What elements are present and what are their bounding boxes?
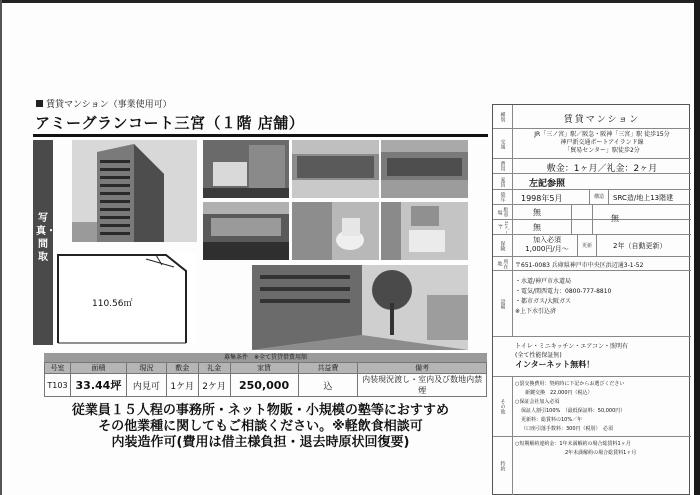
- info-label: 更新: [577, 235, 597, 257]
- column-header: 備考: [358, 363, 487, 374]
- info-label: 駐車場: [493, 205, 513, 219]
- property-title: アミーグランコート三宮（１階 店舗）: [35, 114, 305, 132]
- conditions-header-row: [45, 363, 487, 374]
- recommendation-line: その他業種に関してもご相談ください。※軽飲食相談可: [98, 419, 423, 434]
- category-text: 賃貸マンション（事業使用可）: [46, 100, 172, 110]
- info-row-traffic: [493, 129, 691, 159]
- utility-line: ・電気/関西電力：0800-777-8810: [515, 288, 612, 295]
- utility-line: ・都市ガス/大阪ガス: [515, 298, 572, 305]
- elevator-value: 無: [533, 223, 541, 232]
- traffic-line: 神戸新交通ポートアイランド線: [560, 139, 644, 146]
- column-header: 敷金: [166, 363, 198, 374]
- facility-line: トイレ・ミニキッチン・エアコン・照明有: [515, 343, 628, 350]
- info-label: 費用: [493, 159, 513, 173]
- deposit-value: 1ケ月: [166, 374, 198, 397]
- other-line: ○保証会社加入必須: [515, 399, 560, 405]
- conditions-header: 募集条件 ※全て賃貸借費用額: [44, 353, 487, 362]
- info-label: 築年: [493, 190, 513, 204]
- info-label: [571, 205, 593, 235]
- scan-edge: [0, 0, 2, 495]
- other-line: 保証人割引100% （最低保証料：50,000円）: [521, 408, 626, 414]
- scan-edge: [694, 0, 700, 495]
- bullet-square-icon: [36, 100, 43, 107]
- elevator-summary: 無: [611, 214, 619, 223]
- table-row: [45, 374, 487, 397]
- recommendation-text: [33, 403, 488, 451]
- cost-value: 敷金：1ヶ月／礼金：2ヶ月: [546, 164, 658, 174]
- type-value: 賃貸マンション: [563, 115, 641, 125]
- info-label: 特約: [493, 437, 513, 495]
- recommendation-line: 内装造作可(費用は借主様負担・退去時原状回復要): [111, 435, 410, 450]
- traffic-line: JR「三ノ宮」駅／阪急・阪神「三宮」駅 徒歩15分: [534, 131, 670, 138]
- street-view-photo: [252, 265, 468, 350]
- other-line: （口座引落手数料：300円（税別） 必須: [521, 426, 614, 432]
- recommendation-line: 従業員１５人程の事務所・ネット物販・小規模の塾等におすすめ: [71, 403, 450, 418]
- facility-highlight: インターネット無料！: [515, 360, 595, 369]
- notes-value: 内装現況渡し・室内及び数地内禁煙: [358, 374, 487, 397]
- photo-section-band: [33, 140, 56, 345]
- structure-value: SRC造/地上13階建: [613, 194, 674, 202]
- scan-edge: [0, 0, 700, 3]
- info-label: 交通: [493, 129, 513, 158]
- category-label: [36, 97, 172, 110]
- interior-photo-1: [203, 140, 289, 198]
- info-row-rent: [493, 174, 691, 190]
- info-label: その他: [493, 377, 513, 436]
- utility-line: ・水道/神戸市水道局: [515, 278, 572, 285]
- conditions-table: [44, 362, 487, 397]
- interior-photo-4: [203, 202, 289, 260]
- address-value: 〒651-0083 兵庫県神戸市中央区浜辺通3-1-52: [515, 262, 644, 269]
- floor-plan: [56, 253, 196, 345]
- rent-reference: 左記参照: [529, 179, 566, 189]
- interior-photo-2: [292, 140, 379, 198]
- property-info-table: [492, 104, 690, 495]
- insurance-value: 加入必須: [533, 236, 561, 244]
- interior-photo-3: [381, 140, 468, 198]
- info-row-special: [493, 437, 691, 495]
- contract-value: 2年（自動更新）: [613, 242, 667, 250]
- title-divider: [33, 134, 488, 137]
- info-label: 所在地: [493, 257, 513, 270]
- key-money-value: 2ケ月: [198, 374, 230, 397]
- traffic-line: 「貿易センター」駅徒歩2分: [564, 147, 640, 154]
- building-exterior-photo: [72, 140, 197, 242]
- building-exterior-image: [72, 140, 197, 242]
- info-row-cost: [493, 159, 691, 174]
- info-label: ｴﾚﾍﾞｰﾀｰ: [493, 220, 513, 234]
- info-row-facilities: [493, 337, 691, 377]
- rent-value: 250,000: [230, 374, 298, 397]
- room-area: 33.44坪: [70, 374, 126, 397]
- restroom-photo: [292, 202, 379, 260]
- info-row-utilities: [493, 271, 691, 337]
- facility-line: (全て性能保証無): [515, 352, 562, 359]
- insurance-sub: 1,000円/月～: [525, 245, 569, 253]
- column-header: 現況: [126, 363, 166, 374]
- other-line: 更新料：総賃料の10%／年: [521, 417, 583, 423]
- parking-value: 無: [533, 208, 541, 217]
- info-label: 設備: [493, 271, 513, 336]
- special-line: 2年未満解約の場合総賃料1ヶ月: [565, 450, 637, 456]
- info-label: 構造: [589, 190, 609, 205]
- info-label: 種別: [493, 105, 513, 128]
- info-row-type: [493, 105, 691, 129]
- room-number: T103: [45, 374, 71, 397]
- washroom-photo: [381, 202, 468, 260]
- built-value: 1998年5月: [521, 194, 563, 203]
- column-header: 礼金: [198, 363, 230, 374]
- utility-line: ※上下水引込済: [515, 308, 557, 315]
- other-line: ○罰交換費用：契約時に下記からお選びください: [515, 381, 625, 387]
- common-fee-value: 込: [298, 374, 358, 397]
- floor-area-label: 110.56㎡: [92, 299, 133, 309]
- room-status: 内見可: [126, 374, 166, 397]
- info-label: 保険: [493, 235, 513, 256]
- info-row-built: [493, 190, 691, 205]
- info-row-insurance: [493, 235, 691, 257]
- other-line: 新鍵交換 22,000円（税込）: [525, 390, 593, 396]
- column-header: 共益費: [298, 363, 358, 374]
- info-row-other: [493, 377, 691, 437]
- photo-section-label: 写真・間取: [36, 213, 56, 263]
- info-row-address: [493, 257, 691, 271]
- column-header: 家賃: [230, 363, 298, 374]
- special-line: ○短期解約違約金：1年未満解約の場合総賃料1ヶ月: [515, 441, 631, 447]
- info-label: 家賃: [493, 174, 513, 189]
- column-header: 号室: [45, 363, 71, 374]
- column-header: 面積: [70, 363, 126, 374]
